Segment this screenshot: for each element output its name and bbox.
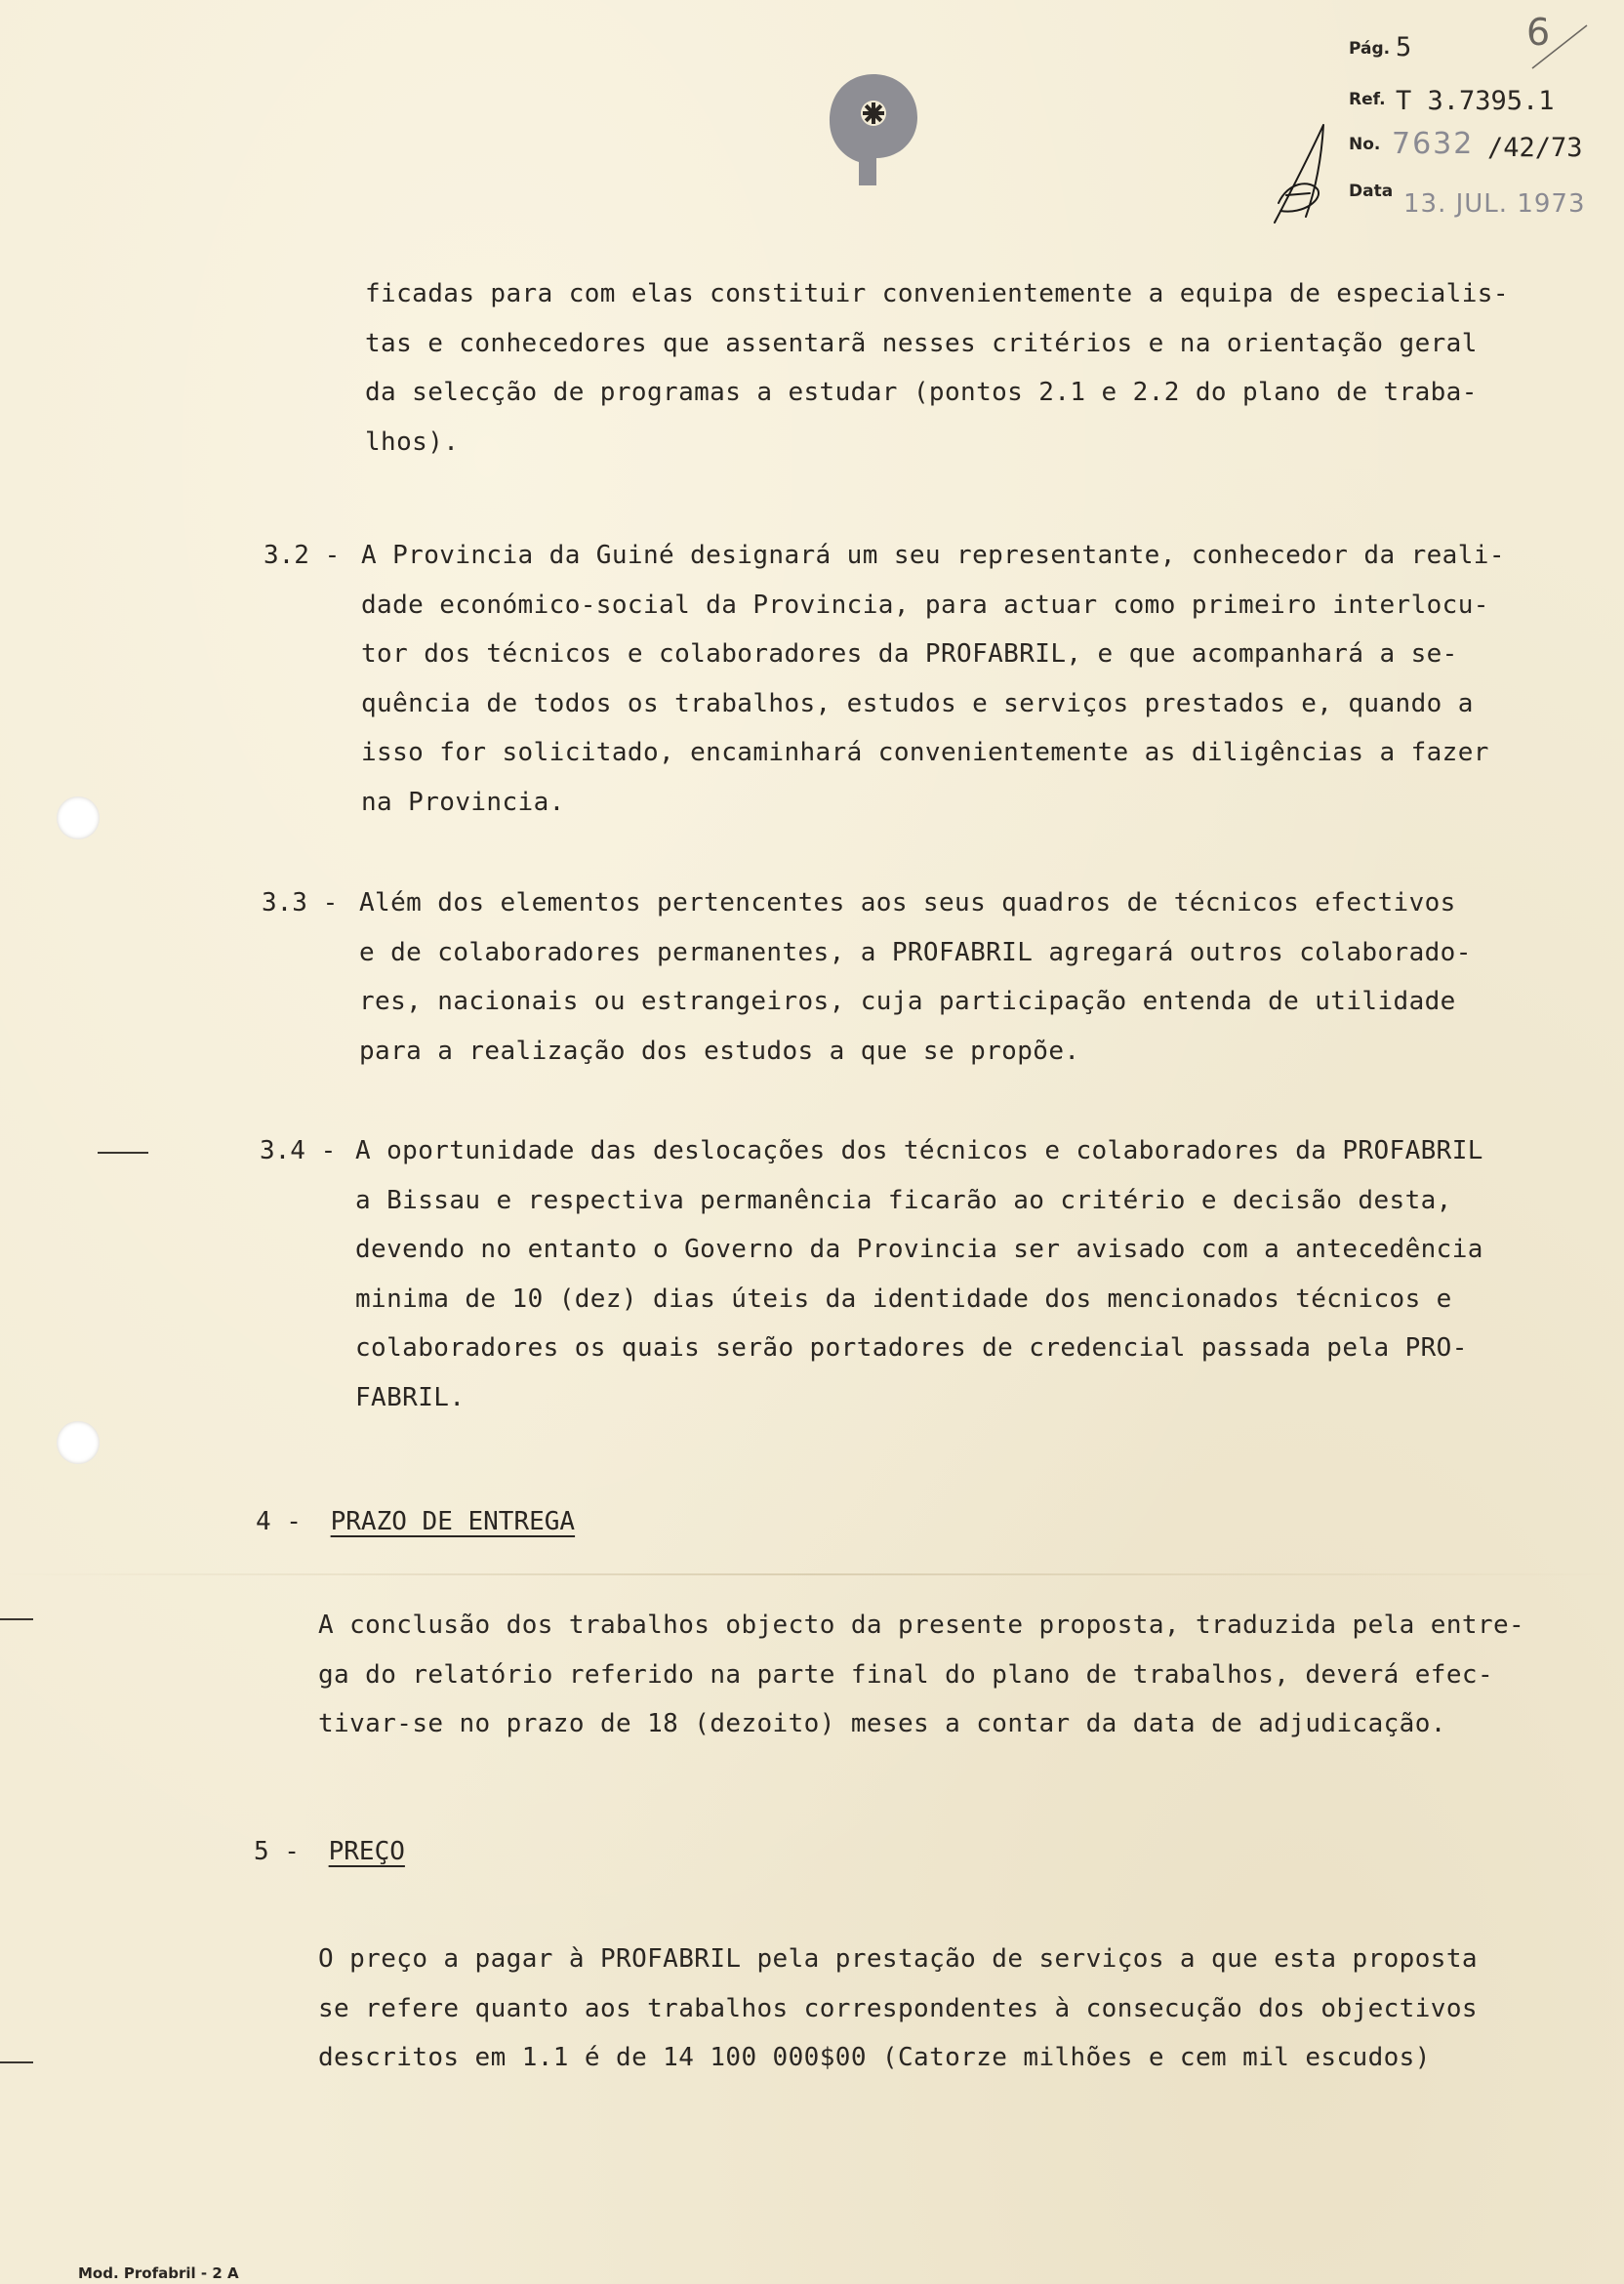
section-4-paragraph xyxy=(318,1601,1524,1749)
number-stamp: 7632 xyxy=(1392,127,1475,161)
margin-tick-mark xyxy=(0,1618,33,1620)
ref-value: T 3.7395.1 xyxy=(1396,86,1555,116)
margin-tick-mark xyxy=(98,1152,148,1154)
date-label: Data xyxy=(1349,182,1394,201)
section-3-3-paragraph xyxy=(359,878,1472,1076)
section-5-heading xyxy=(254,1837,405,1866)
text-line: tas e conhecedores que assentarã nesses critérios e na orientação geral xyxy=(365,328,1478,358)
continuation-paragraph xyxy=(365,269,1509,467)
section-5-paragraph xyxy=(318,1935,1478,2083)
number-label: No. xyxy=(1349,135,1381,154)
text-line: se refere quanto aos trabalhos correspondentes à consecução dos objectivos xyxy=(318,1993,1478,2023)
signature xyxy=(1267,121,1337,228)
section-3-4-paragraph xyxy=(355,1126,1483,1422)
text-line: na Provincia. xyxy=(361,787,565,817)
text-line: Além dos elementos pertencentes aos seus quadros de técnicos efectivos xyxy=(359,888,1456,918)
text-line: colaboradores os quais serão portadores de credencial passada pela PRO- xyxy=(355,1333,1468,1363)
section-title: PRAZO DE ENTREGA xyxy=(330,1507,576,1536)
ref-label: Ref. xyxy=(1349,90,1386,109)
page-number: 5 xyxy=(1396,32,1412,62)
text-line: devendo no entanto o Governo da Provincia ser avisado com a antecedência xyxy=(355,1235,1483,1264)
section-4-heading xyxy=(256,1507,575,1536)
text-line: tivar-se no prazo de 18 (dezoito) meses a contar da data de adjudicação. xyxy=(318,1709,1446,1738)
number-suffix: /42/73 xyxy=(1487,133,1583,163)
text-line: isso for solicitado, encaminhará convenientemente as diligências a fazer xyxy=(361,738,1489,767)
pencil-annotation xyxy=(1522,10,1591,78)
pencil-mark-text: 6 xyxy=(1526,11,1551,54)
text-line: O preço a pagar à PROFABRIL pela prestação de serviços a que esta proposta xyxy=(318,1944,1478,1974)
section-3-2-paragraph xyxy=(361,531,1505,827)
text-line: descritos em 1.1 é de 14 100 000$00 (Catorze milhões e cem mil escudos) xyxy=(318,2043,1431,2072)
section-number: 5 - xyxy=(254,1837,300,1866)
section-number: 3.3 - xyxy=(262,888,339,918)
section-number: 3.2 - xyxy=(264,541,341,570)
text-line: a Bissau e respectiva permanência ficarão ao critério e decisão desta, xyxy=(355,1185,1452,1215)
text-line: tor dos técnicos e colaboradores da PROFABRIL, e que acompanhará a se- xyxy=(361,639,1458,669)
text-line: quência de todos os trabalhos, estudos e serviços prestados e, quando a xyxy=(361,688,1474,718)
date-stamp: 13. JUL. 1973 xyxy=(1403,189,1586,219)
section-number: 3.4 - xyxy=(260,1136,337,1165)
text-line: dade económico-social da Provincia, para actuar como primeiro interlocu- xyxy=(361,590,1489,620)
margin-tick-mark xyxy=(0,2061,33,2063)
section-number: 4 - xyxy=(256,1507,302,1536)
text-line: A oportunidade das deslocações dos técnicos e colaboradores da PROFABRIL xyxy=(355,1136,1483,1165)
paper-fold-line xyxy=(0,1573,1624,1575)
text-line: res, nacionais ou estrangeiros, cuja participação entenda de utilidade xyxy=(359,987,1456,1016)
form-code: Mod. Profabril - 2 A xyxy=(78,2264,239,2282)
text-line: ficadas para com elas constituir convenientemente a equipa de especialis- xyxy=(365,279,1509,308)
text-line: e de colaboradores permanentes, a PROFABRIL agregará outros colaborado- xyxy=(359,937,1472,967)
text-line: minima de 10 (dez) dias úteis da identidade dos mencionados técnicos e xyxy=(355,1284,1452,1314)
text-line: FABRIL. xyxy=(355,1382,466,1412)
punch-hole-bottom xyxy=(57,1421,100,1464)
punch-hole-top xyxy=(57,796,100,839)
text-line: da selecção de programas a estudar (pontos 2.1 e 2.2 do plano de traba- xyxy=(365,378,1478,407)
text-line: lhos). xyxy=(365,427,460,457)
section-title: PREÇO xyxy=(328,1837,405,1866)
page-label: Pág. xyxy=(1349,39,1391,59)
text-line: A conclusão dos trabalhos objecto da presente proposta, traduzida pela entre- xyxy=(318,1611,1525,1640)
text-line: A Provincia da Guiné designará um seu representante, conhecedor da reali- xyxy=(361,541,1505,570)
text-line: para a realização dos estudos a que se propõe. xyxy=(359,1036,1080,1066)
profabril-logo-icon xyxy=(816,72,931,187)
text-line: ga do relatório referido na parte final do plano de trabalhos, deverá efec- xyxy=(318,1659,1493,1690)
